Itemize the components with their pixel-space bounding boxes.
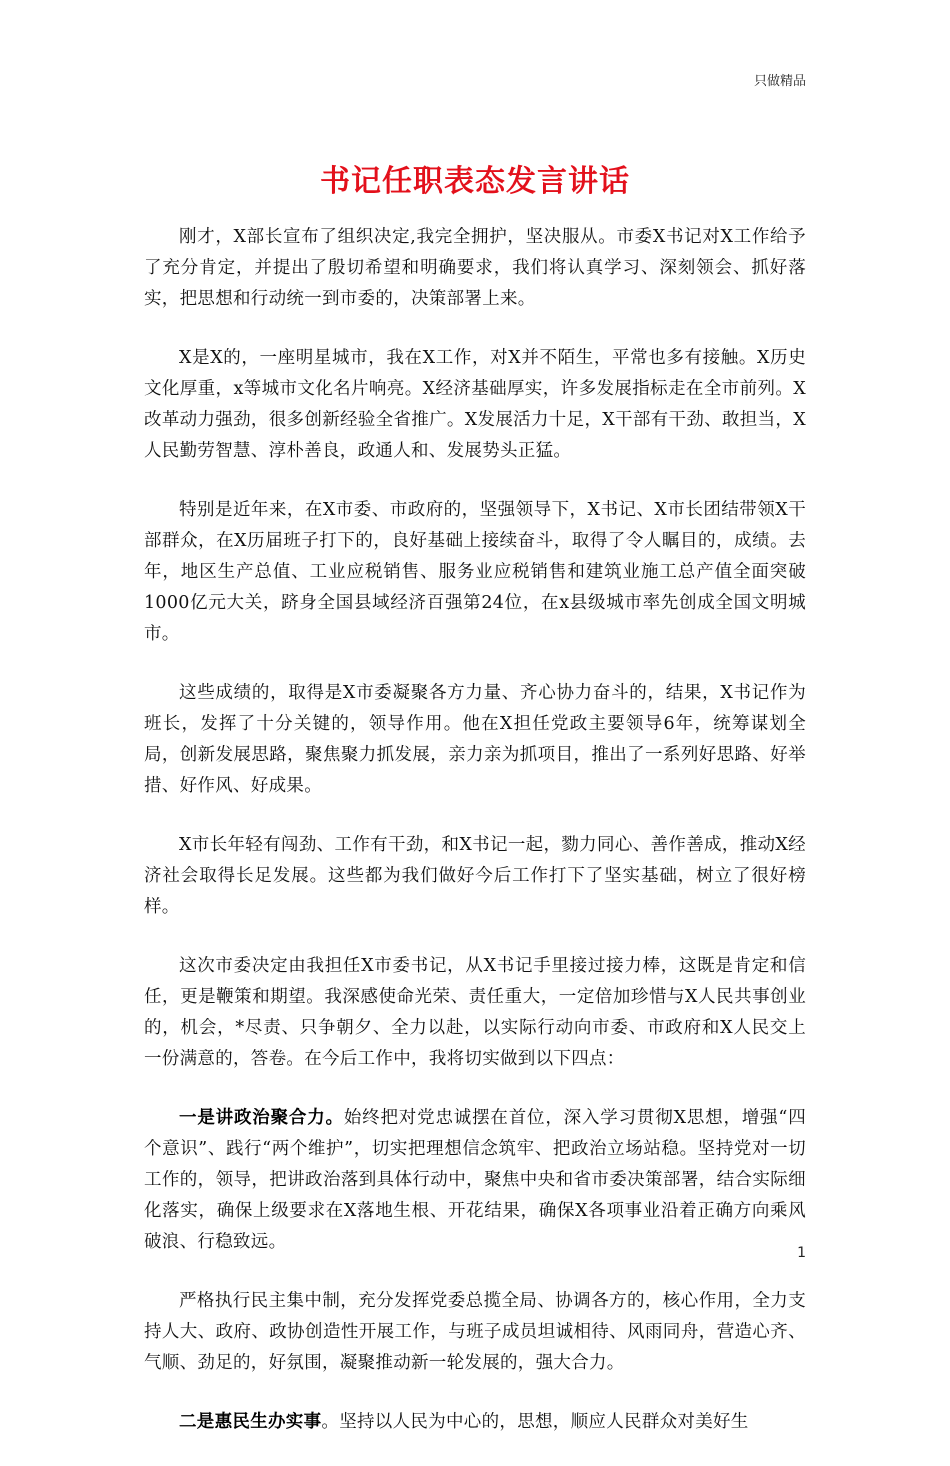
paragraph-1	[144, 222, 806, 315]
paragraph-5	[144, 830, 806, 923]
header-note: 只做精品	[753, 74, 806, 89]
paragraph-8	[144, 1286, 806, 1379]
paragraph-text: 严格执行民主集中制，充分发挥党委总揽全局、协调各方的，核心作用，全力支持人大、政府、政协创造性开展工作，与班子成员坦诚相待、风雨同舟，营造心齐、气顺、劲足的，好氛围，凝聚推动新一轮发展的，强大合力。	[144, 1291, 806, 1373]
paragraph-3	[144, 495, 806, 650]
paragraph-text: X市长年轻有闯劲、工作有干劲，和X书记一起，勠力同心、善作善成，推动X经济社会取得长足发展。这些都为我们做好今后工作打下了坚实基础，树立了很好榜样。	[144, 835, 806, 917]
paragraph-text: 这些成绩的，取得是X市委凝聚各方力量、齐心协力奋斗的，结果，X书记作为班长，发挥了十分关键的，领导作用。他在X担任党政主要领导6年，统筹谋划全局，创新发展思路，聚焦聚力抓发展，亲力亲为抓项目，推出了一系列好思路、好举措、好作风、好成果。	[144, 683, 806, 796]
paragraph-lead: 一是讲政治聚合力。	[179, 1108, 344, 1128]
paragraph-7	[144, 1103, 806, 1258]
paragraph-text: 始终把对党忠诚摆在首位，深入学习贯彻X思想，增强“四个意识”、践行“两个维护”，切实把理想信念筑牢、把政治立场站稳。坚持党对一切工作的，领导，把讲政治落到具体行动中，聚焦中央和省市委决策部署，结合实际细化落实，确保上级要求在X落地生根、开花结果，确保X各项事业沿着正确方向乘风破浪、行稳致远。	[144, 1108, 806, 1252]
document-body	[144, 222, 806, 1466]
page-number: 1	[797, 1245, 806, 1261]
document-title: 书记任职表态发言讲话	[320, 164, 630, 199]
paragraph-text: 特别是近年来，在X市委、市政府的，坚强领导下，X书记、X市长团结带领X干部群众，在X历届班子打下的，良好基础上接续奋斗，取得了令人瞩目的，成绩。去年，地区生产总值、工业应税销售、服务业应税销售和建筑业施工总产值全面突破1000亿元大关，跻身全国县域经济百强第24位，在x县级城市率先创成全国文明城市。	[144, 500, 806, 644]
paragraph-text: X是X的，一座明星城市，我在X工作，对X并不陌生，平常也多有接触。X历史文化厚重，x等城市文化名片响亮。X经济基础厚实，许多发展指标走在全市前列。X改革动力强劲，很多创新经验全省推广。X发展活力十足，X干部有干劲、敢担当，X人民勤劳智慧、淳朴善良，政通人和、发展势头正猛。	[144, 348, 806, 461]
paragraph-text: 。坚持以人民为中心的，思想，顺应人民群众对美好生	[321, 1412, 749, 1432]
paragraph-4	[144, 678, 806, 802]
paragraph-2	[144, 343, 806, 467]
paragraph-6	[144, 951, 806, 1075]
paragraph-text: 刚才，X部长宣布了组织决定,我完全拥护，坚决服从。市委X书记对X工作给予了充分肯定，并提出了殷切希望和明确要求，我们将认真学习、深刻领会、抓好落实，把思想和行动统一到市委的，决策部署上来。	[144, 227, 806, 309]
paragraph-text: 这次市委决定由我担任X市委书记，从X书记手里接过接力棒，这既是肯定和信任，更是鞭策和期望。我深感使命光荣、责任重大，一定倍加珍惜与X人民共事创业的，机会，*尽责、只争朝夕、全力以赴，以实际行动向市委、市政府和X人民交上一份满意的，答卷。在今后工作中，我将切实做到以下四点：	[144, 956, 806, 1069]
paragraph-lead: 二是惠民生办实事	[179, 1412, 322, 1432]
paragraph-9	[144, 1407, 806, 1438]
